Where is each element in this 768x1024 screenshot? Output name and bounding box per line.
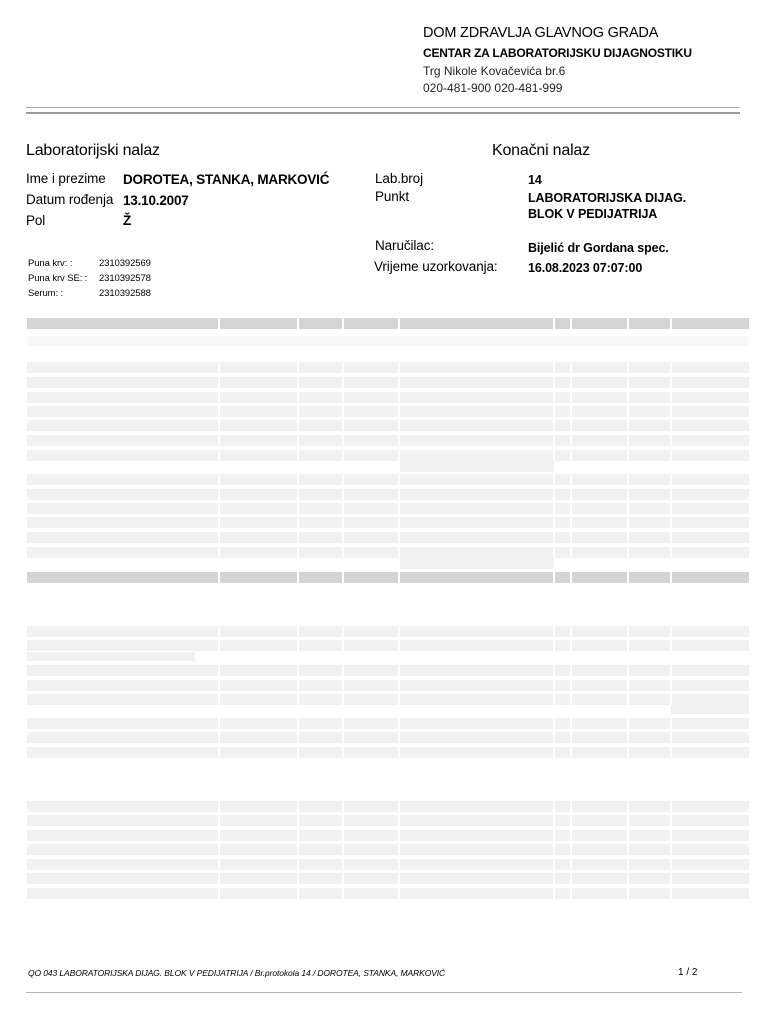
- footer-divider: [26, 992, 742, 993]
- page-number: 1 / 2: [678, 967, 698, 978]
- table-row: [27, 680, 749, 691]
- footer-protocol-text: QO 043 LABORATORIJSKA DIJAG. BLOK V PEDIJATRIJA / Br.protokola 14 / DOROTEA, STANKA, MARKOVIĆ: [28, 968, 446, 978]
- patient-dob-value: 13.10.2007: [123, 193, 189, 208]
- patient-name-value: DOROTEA, STANKA, MARKOVIĆ: [123, 172, 330, 187]
- institution-phones: 020-481-900 020-481-999: [423, 81, 563, 95]
- table-header-row: [27, 318, 749, 329]
- report-title: Laboratorijski nalaz: [26, 142, 160, 159]
- table-row: [27, 474, 749, 485]
- patient-sex-value: Ž: [123, 213, 132, 228]
- table-row: [27, 830, 749, 841]
- table-row: [27, 815, 749, 826]
- table-row: [27, 362, 749, 373]
- table-row: [27, 718, 749, 729]
- table-row: [27, 517, 749, 528]
- point-value-line2: BLOK V PEDIJATRIJA: [528, 207, 658, 221]
- table-row: [27, 859, 749, 870]
- orderer-label: Naručilac:: [375, 238, 435, 253]
- table-row: [27, 450, 749, 461]
- table-row: [27, 392, 749, 403]
- table-row: [27, 694, 749, 705]
- institution-name: DOM ZDRAVLJA GLAVNOG GRADA: [423, 25, 659, 41]
- table-row: [27, 747, 749, 758]
- sample-code: 2310392569: [99, 258, 151, 269]
- table-row: [27, 665, 749, 676]
- institution-address: Trg Nikole Kovačevića br.6: [423, 64, 566, 78]
- table-row: [27, 435, 749, 446]
- point-label: Punkt: [375, 189, 410, 204]
- report-status: Konačni nalaz: [492, 142, 590, 159]
- table-row: [27, 489, 749, 500]
- table-row: [27, 503, 749, 514]
- institution-department: CENTAR ZA LABORATORIJSKU DIJAGNOSTIKU: [423, 46, 692, 60]
- table-row: [27, 547, 749, 558]
- table-row: [27, 873, 749, 884]
- patient-name-label: Ime i prezime: [26, 171, 106, 186]
- patient-sex-label: Pol: [26, 213, 46, 228]
- sample-code: 2310392578: [99, 273, 151, 284]
- sample-label: Serum: :: [28, 288, 64, 299]
- table-row: [27, 844, 749, 855]
- point-value-line1: LABORATORIJSKA DIJAG.: [528, 191, 687, 205]
- table-row: [27, 406, 749, 417]
- table-row: [27, 732, 749, 743]
- sampling-time-label: Vrijeme uzorkovanja:: [374, 259, 498, 274]
- sample-code: 2310392588: [99, 288, 151, 299]
- labno-label: Lab.broj: [375, 171, 423, 186]
- sample-label: Puna krv SE: :: [28, 273, 88, 284]
- table-row: [27, 336, 749, 346]
- table-row: [27, 640, 749, 651]
- table-row: [27, 888, 749, 899]
- sampling-time-value: 16.08.2023 07:07:00: [528, 261, 643, 275]
- table-row: [27, 377, 749, 388]
- labno-value: 14: [528, 173, 542, 187]
- table-header-row: [27, 572, 749, 583]
- table-row: [27, 801, 749, 812]
- table-row: [27, 626, 749, 637]
- table-row: [27, 420, 749, 431]
- orderer-value: Bijelić dr Gordana spec.: [528, 241, 669, 255]
- patient-dob-label: Datum rođenja: [26, 192, 114, 207]
- sample-label: Puna krv: :: [28, 258, 73, 269]
- table-row: [27, 532, 749, 543]
